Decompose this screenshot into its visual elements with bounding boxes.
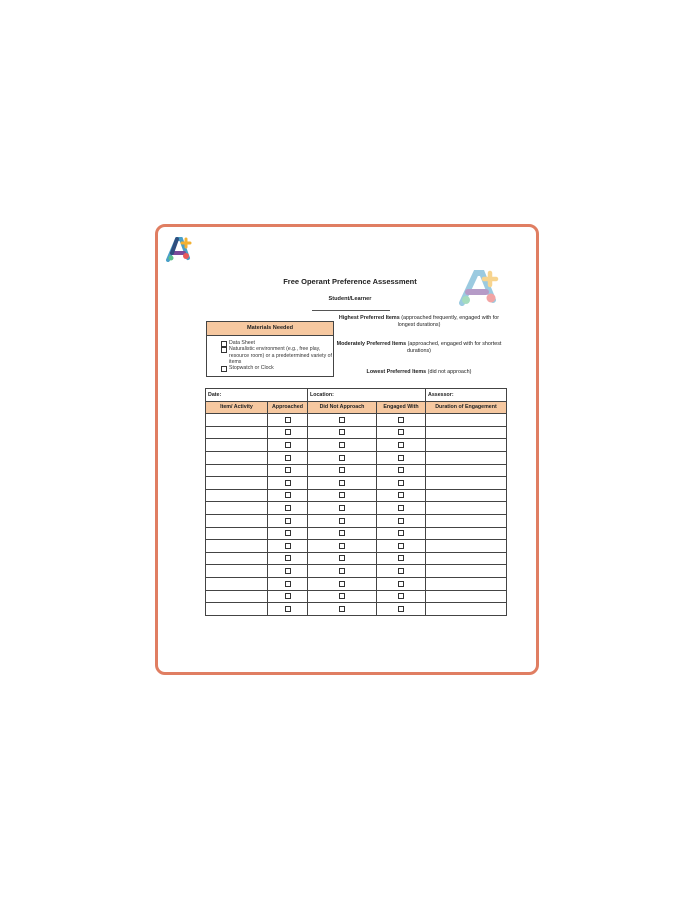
logo-icon-small	[164, 236, 194, 262]
checkbox-icon[interactable]	[339, 568, 345, 574]
duration-cell[interactable]	[426, 527, 507, 540]
engaged-cell[interactable]	[377, 565, 426, 578]
material-label: Naturalistic environment (e.g., free play, resource room) or a predetermined variety of items	[229, 346, 332, 366]
not-approached-cell[interactable]	[308, 552, 377, 565]
checkbox-icon[interactable]	[398, 568, 404, 574]
column-header: Duration of Engagement	[426, 401, 507, 414]
checkbox-icon[interactable]	[398, 442, 404, 448]
checkbox-icon[interactable]	[339, 518, 345, 524]
checkbox-icon[interactable]	[285, 581, 291, 587]
pref-highest-label: Highest Preferred Items	[338, 315, 400, 321]
item-cell[interactable]	[206, 414, 268, 427]
approached-cell[interactable]	[268, 527, 308, 540]
not-approached-cell[interactable]	[308, 527, 377, 540]
checkbox-icon[interactable]	[398, 530, 404, 536]
approached-cell[interactable]	[268, 514, 308, 527]
engaged-cell[interactable]	[377, 464, 426, 477]
duration-cell[interactable]	[426, 426, 507, 439]
checkbox-icon[interactable]	[398, 505, 404, 511]
engaged-cell[interactable]	[377, 527, 426, 540]
duration-cell[interactable]	[426, 414, 507, 427]
item-cell[interactable]	[206, 514, 268, 527]
engaged-cell[interactable]	[377, 502, 426, 515]
duration-cell[interactable]	[426, 552, 507, 565]
student-name-line	[312, 310, 390, 311]
assessor-field[interactable]: Assessor:	[426, 389, 507, 402]
item-cell[interactable]	[206, 540, 268, 553]
checkbox-icon[interactable]	[398, 455, 404, 461]
checkbox-icon[interactable]	[398, 606, 404, 612]
checkbox-icon[interactable]	[398, 480, 404, 486]
duration-cell[interactable]	[426, 603, 507, 616]
not-approached-cell[interactable]	[308, 489, 377, 502]
not-approached-cell[interactable]	[308, 439, 377, 452]
not-approached-cell[interactable]	[308, 603, 377, 616]
checkbox-icon[interactable]	[285, 442, 291, 448]
not-approached-cell[interactable]	[308, 414, 377, 427]
checkbox-icon[interactable]	[285, 467, 291, 473]
item-cell[interactable]	[206, 577, 268, 590]
item-cell[interactable]	[206, 464, 268, 477]
approached-cell[interactable]	[268, 426, 308, 439]
checkbox-icon[interactable]	[285, 593, 291, 599]
not-approached-cell[interactable]	[308, 502, 377, 515]
approached-cell[interactable]	[268, 464, 308, 477]
engaged-cell[interactable]	[377, 489, 426, 502]
engaged-cell[interactable]	[377, 477, 426, 490]
column-header: Engaged With	[377, 401, 426, 414]
checkbox-icon[interactable]	[398, 593, 404, 599]
checkbox-icon[interactable]	[339, 455, 345, 461]
document-title: Free Operant Preference Assessment	[283, 277, 417, 286]
not-approached-cell[interactable]	[308, 590, 377, 603]
item-cell[interactable]	[206, 590, 268, 603]
checkbox-icon[interactable]	[285, 429, 291, 435]
duration-cell[interactable]	[426, 577, 507, 590]
material-label: Data Sheet	[229, 340, 255, 346]
duration-cell[interactable]	[426, 451, 507, 464]
engaged-cell[interactable]	[377, 540, 426, 553]
table-row	[206, 414, 507, 427]
checkbox-icon[interactable]	[285, 417, 291, 423]
checkbox-icon[interactable]	[339, 492, 345, 498]
approached-cell[interactable]	[268, 439, 308, 452]
table-row	[206, 489, 507, 502]
engaged-cell[interactable]	[377, 514, 426, 527]
not-approached-cell[interactable]	[308, 565, 377, 578]
pref-moderate-note: (approached, engaged with for shortest durations)	[407, 341, 502, 355]
table-row	[206, 540, 507, 553]
table-row	[206, 527, 507, 540]
table-row	[206, 502, 507, 515]
checkbox-icon[interactable]	[285, 480, 291, 486]
approached-cell[interactable]	[268, 414, 308, 427]
duration-cell[interactable]	[426, 489, 507, 502]
checkbox-icon[interactable]	[398, 492, 404, 498]
table-row	[206, 577, 507, 590]
column-header: Item/ Activity	[206, 401, 268, 414]
logo-icon-large	[456, 268, 502, 306]
approached-cell[interactable]	[268, 552, 308, 565]
checkbox-icon[interactable]	[339, 593, 345, 599]
student-label: Student/Learner	[328, 296, 372, 302]
not-approached-cell[interactable]	[308, 477, 377, 490]
table-row	[206, 451, 507, 464]
item-cell[interactable]	[206, 426, 268, 439]
checkbox-icon[interactable]	[285, 530, 291, 536]
item-cell[interactable]	[206, 477, 268, 490]
checkbox-icon[interactable]	[398, 555, 404, 561]
checkbox-icon[interactable]	[285, 543, 291, 549]
pref-lowest-label: Lowest Preferred Items	[366, 369, 427, 375]
table-row	[206, 464, 507, 477]
approached-cell[interactable]	[268, 489, 308, 502]
checkbox-icon[interactable]	[398, 543, 404, 549]
meta-row	[206, 389, 507, 402]
checkbox-icon[interactable]	[285, 455, 291, 461]
duration-cell[interactable]	[426, 565, 507, 578]
item-cell[interactable]	[206, 552, 268, 565]
checkbox-icon[interactable]	[339, 555, 345, 561]
not-approached-cell[interactable]	[308, 464, 377, 477]
item-cell[interactable]	[206, 527, 268, 540]
table-row	[206, 590, 507, 603]
checkbox-icon[interactable]	[285, 606, 291, 612]
checkbox-icon[interactable]	[339, 417, 345, 423]
engaged-cell[interactable]	[377, 426, 426, 439]
material-item	[207, 346, 333, 365]
checkbox-icon[interactable]	[398, 467, 404, 473]
not-approached-cell[interactable]	[308, 426, 377, 439]
engaged-cell[interactable]	[377, 414, 426, 427]
engaged-cell[interactable]	[377, 603, 426, 616]
not-approached-cell[interactable]	[308, 540, 377, 553]
approached-cell[interactable]	[268, 590, 308, 603]
approached-cell[interactable]	[268, 540, 308, 553]
checkbox-icon[interactable]	[398, 581, 404, 587]
engaged-cell[interactable]	[377, 590, 426, 603]
checkbox-icon[interactable]	[339, 543, 345, 549]
duration-cell[interactable]	[426, 464, 507, 477]
table-row	[206, 565, 507, 578]
pref-lowest	[336, 369, 502, 376]
table-row	[206, 514, 507, 527]
checkbox-icon[interactable]	[339, 480, 345, 486]
column-header: Did Not Approach	[308, 401, 377, 414]
duration-cell[interactable]	[426, 540, 507, 553]
table-row	[206, 426, 507, 439]
checkbox-icon[interactable]	[339, 429, 345, 435]
approached-cell[interactable]	[268, 577, 308, 590]
pref-moderate-label: Moderately Preferred Items	[336, 341, 407, 347]
approached-cell[interactable]	[268, 502, 308, 515]
header-row	[206, 401, 507, 414]
material-item	[207, 365, 333, 371]
table-row	[206, 477, 507, 490]
pref-highest-note: (approached frequently, engaged with for longest durations)	[397, 315, 500, 329]
checkbox-icon[interactable]	[339, 505, 345, 511]
checkbox-icon[interactable]	[339, 530, 345, 536]
item-cell[interactable]	[206, 603, 268, 616]
checkbox-icon[interactable]	[285, 568, 291, 574]
material-label: Stopwatch or Clock	[229, 365, 274, 372]
approached-cell[interactable]	[268, 477, 308, 490]
duration-cell[interactable]	[426, 439, 507, 452]
item-cell[interactable]	[206, 439, 268, 452]
checkbox-icon[interactable]	[339, 606, 345, 612]
engaged-cell[interactable]	[377, 439, 426, 452]
date-field[interactable]: Date:	[206, 389, 308, 402]
checkbox-icon[interactable]	[339, 442, 345, 448]
duration-cell[interactable]	[426, 502, 507, 515]
checkbox-icon[interactable]	[398, 417, 404, 423]
table-row	[206, 552, 507, 565]
checkbox-icon[interactable]	[285, 518, 291, 524]
duration-cell[interactable]	[426, 590, 507, 603]
checkbox-icon[interactable]	[339, 581, 345, 587]
item-cell[interactable]	[206, 502, 268, 515]
approached-cell[interactable]	[268, 603, 308, 616]
checkbox-icon[interactable]	[398, 429, 404, 435]
table-row	[206, 439, 507, 452]
approached-cell[interactable]	[268, 451, 308, 464]
checkbox-icon[interactable]	[221, 347, 227, 353]
not-approached-cell[interactable]	[308, 451, 377, 464]
pref-moderate	[336, 341, 502, 355]
checkbox-icon[interactable]	[285, 492, 291, 498]
duration-cell[interactable]	[426, 477, 507, 490]
materials-box	[206, 321, 334, 377]
engaged-cell[interactable]	[377, 451, 426, 464]
column-header: Approached	[268, 401, 308, 414]
engaged-cell[interactable]	[377, 577, 426, 590]
location-field[interactable]: Location:	[308, 389, 426, 402]
not-approached-cell[interactable]	[308, 514, 377, 527]
duration-cell[interactable]	[426, 514, 507, 527]
materials-heading: Materials Needed	[207, 322, 333, 336]
checkbox-icon[interactable]	[285, 555, 291, 561]
item-cell[interactable]	[206, 451, 268, 464]
checkbox-icon[interactable]	[285, 505, 291, 511]
checkbox-icon[interactable]	[339, 467, 345, 473]
table-row	[206, 603, 507, 616]
pref-highest	[336, 315, 502, 329]
not-approached-cell[interactable]	[308, 577, 377, 590]
item-cell[interactable]	[206, 565, 268, 578]
checkbox-icon[interactable]	[221, 366, 227, 372]
pref-lowest-note: (did not approach)	[427, 369, 472, 375]
checkbox-icon[interactable]	[398, 518, 404, 524]
engaged-cell[interactable]	[377, 552, 426, 565]
item-cell[interactable]	[206, 489, 268, 502]
assessment-table	[205, 388, 507, 616]
approached-cell[interactable]	[268, 565, 308, 578]
